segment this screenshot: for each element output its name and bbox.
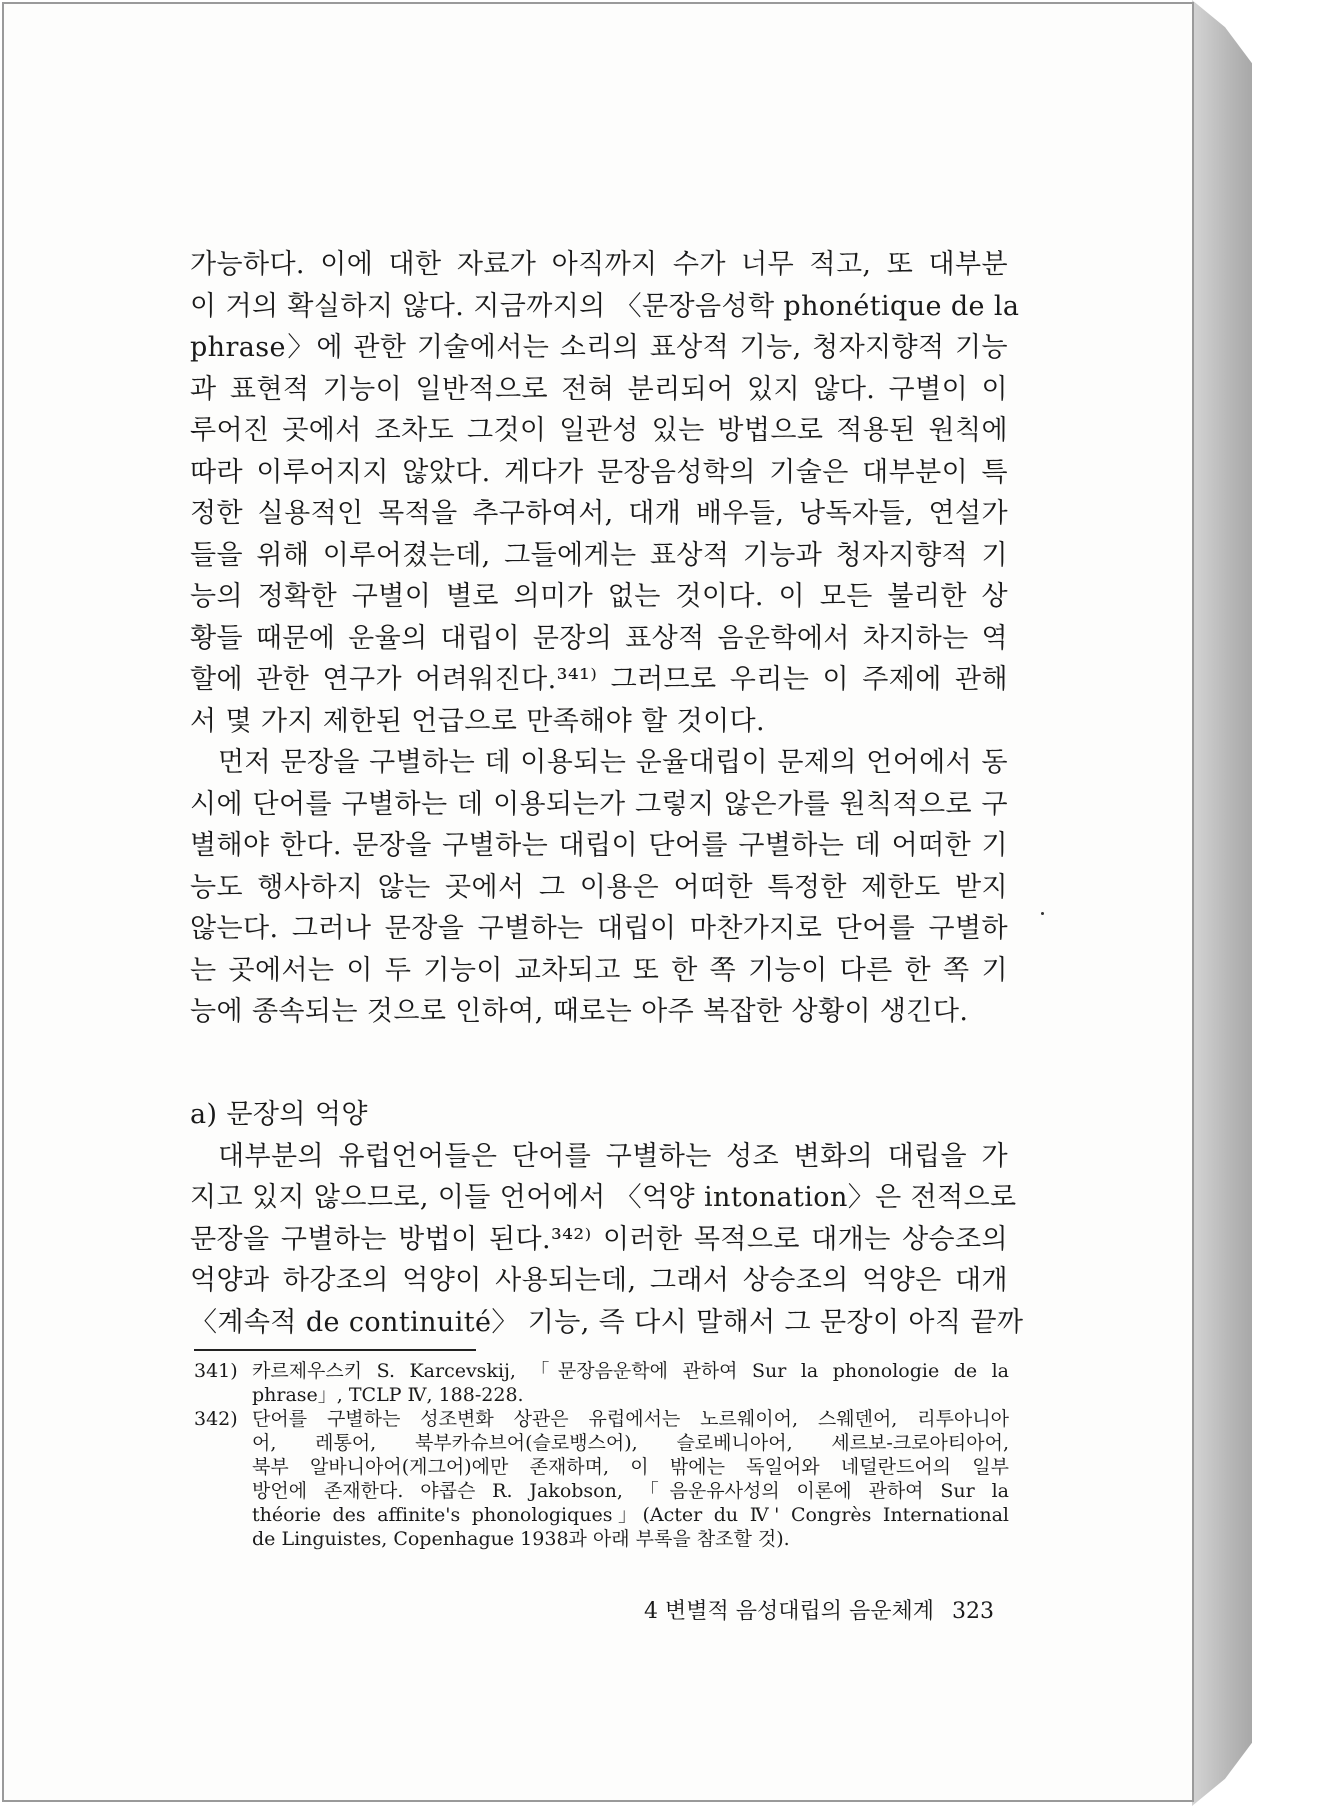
text-line: phrase〉에 관한 기술에서는 소리의 표상적 기능, 청자지향적 기능 — [190, 332, 1008, 363]
text-line: 가능하다. 이에 대한 자료가 아직까지 수가 너무 적고, 또 대부분 — [190, 249, 1008, 280]
text-line: 〈계속적 de continuité〉 기능, 즉 다시 말해서 그 문장이 아직 끝까 — [190, 1306, 1024, 1338]
text-line: 루어진 곳에서 조차도 그것이 일관성 있는 방법으로 적용된 원칙에 — [190, 415, 1008, 446]
text-line: 황들 때문에 운율의 대립이 문장의 표상적 음운학에서 차지하는 역 — [190, 622, 1008, 654]
running-footer — [604, 1594, 994, 1625]
text-line: 별해야 한다. 문장을 구별하는 대립이 단어를 구별하는 데 어떠한 기 — [190, 830, 1008, 861]
footnote-line: 카르제우스키 S. Karcevskij, 「문장음운학에 관하여 Sur la phonologie de la — [252, 1360, 1009, 1382]
text-line: 이 거의 확실하지 않다. 지금까지의 〈문장음성학 phonétique de la — [190, 290, 1020, 322]
chapter-title: 4 변별적 음성대립의 음운체계 — [643, 1599, 934, 1624]
footnote-line: 북부 알바니아어(게그어)에만 존재하며, 이 밖에는 독일어와 네덜란드어의 일부 — [252, 1456, 1009, 1478]
text-line: 먼저 문장을 구별하는 데 이용되는 운율대립이 문제의 언어에서 동 — [218, 747, 1008, 778]
paragraph-3 — [190, 1136, 1024, 1344]
text-line: 들을 위해 이루어졌는데, 그들에게는 표상적 기능과 청자지향적 기 — [190, 539, 1008, 571]
footnote-line: 방언에 존재한다. 야콥슨 R. Jakobson, 「음운유사성의 이론에 관하여 Sur la — [252, 1480, 1009, 1502]
main-text-top — [190, 244, 1020, 1033]
text-line: 서 몇 가지 제한된 언급으로 만족해야 할 것이다. — [190, 705, 766, 737]
footnote-line: théorie des affinite's phonologiques」(Acter du Ⅳ' Congrès International — [252, 1504, 1009, 1526]
footnote-line: 단어를 구별하는 성조변화 상관은 유럽에서는 노르웨이어, 스웨덴어, 리투아니아 — [252, 1408, 1009, 1430]
book-page — [2, 2, 1194, 1802]
text-line: 정한 실용적인 목적을 추구하여서, 대개 배우들, 낭독자들, 연설가 — [190, 498, 1008, 529]
text-line: 억양과 하강조의 억양이 사용되는데, 그래서 상승조의 억양은 대개 — [190, 1265, 1008, 1296]
footnote-number: 341) — [194, 1360, 238, 1382]
text-line: 능의 정확한 구별이 별로 의미가 없는 것이다. 이 모든 불리한 상 — [190, 581, 1008, 612]
text-line: 능도 행사하지 않는 곳에서 그 이용은 어떠한 특정한 제한도 받지 — [190, 871, 1008, 903]
paragraph-1 — [190, 244, 1020, 742]
paragraph-2 — [190, 742, 1008, 1033]
footnote-number: 342) — [194, 1408, 238, 1430]
text-line: 과 표현적 기능이 일반적으로 전혀 분리되어 있지 않다. 구별이 이 — [190, 373, 1008, 405]
main-text-section-a — [190, 1094, 1024, 1343]
text-line: 않는다. 그러나 문장을 구별하는 대립이 마찬가지로 단어를 구별하 — [190, 913, 1008, 944]
book-page-edge — [1192, 0, 1252, 1806]
text-line: 시에 단어를 구별하는 데 이용되는가 그렇지 않은가를 원칙적으로 구 — [190, 788, 1008, 820]
text-line: 따라 이루어지지 않았다. 게다가 문장음성학의 기술은 대부분이 특 — [190, 456, 1008, 488]
footnote-line: phrase」, TCLP Ⅳ, 188-228. — [252, 1384, 524, 1406]
page-number: 323 — [952, 1599, 994, 1624]
footnote-line: de Linguistes, Copenhague 1938과 아래 부록을 참조할 것). — [252, 1528, 790, 1550]
text-line: 는 곳에서는 이 두 기능이 교차되고 또 한 쪽 기능이 다른 한 쪽 기 — [190, 954, 1008, 986]
scan-speck — [1041, 912, 1044, 915]
text-line: 지고 있지 않으므로, 이들 언어에서 〈억양 intonation〉은 전적으로 — [190, 1182, 1017, 1213]
footnote-line: 어, 레통어, 북부카슈브어(슬로뱅스어), 슬로베니아어, 세르보-크로아티아어, — [252, 1432, 1009, 1454]
text-line: 대부분의 유럽언어들은 단어를 구별하는 성조 변화의 대립을 가 — [218, 1140, 1008, 1172]
text-line: 문장을 구별하는 방법이 된다.³⁴²⁾ 이러한 목적으로 대개는 상승조의 — [190, 1223, 1008, 1255]
footnotes — [194, 1359, 1009, 1551]
text-line: 능에 종속되는 것으로 인하여, 때로는 아주 복잡한 상황이 생긴다. — [190, 996, 969, 1027]
footnote-341 — [194, 1359, 1009, 1407]
footnote-342 — [194, 1407, 1009, 1551]
footnote-divider — [194, 1349, 476, 1351]
text-line: 할에 관한 연구가 어려워진다.³⁴¹⁾ 그러므로 우리는 이 주제에 관해 — [190, 664, 1008, 695]
section-heading: a) 문장의 억양 — [190, 1099, 368, 1130]
